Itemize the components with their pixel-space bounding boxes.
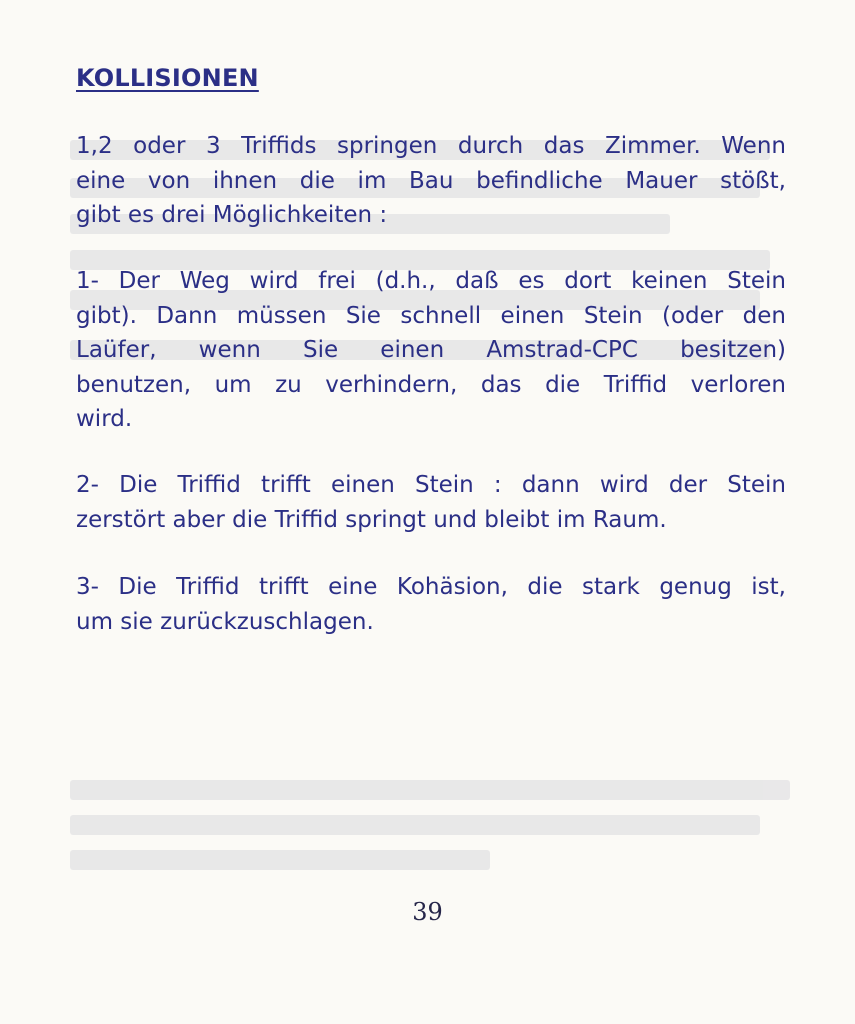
paragraph-line: 2- Die Triffid trifft einen Stein : dann wird der Stein bbox=[76, 472, 786, 498]
paragraph-line: wird. bbox=[76, 406, 133, 432]
paragraph-option-3 bbox=[76, 570, 786, 639]
paragraph-option-2 bbox=[76, 468, 786, 537]
page-number: 39 bbox=[412, 898, 443, 926]
paragraph-line: gibt). Dann müssen Sie schnell einen Stein (oder den bbox=[76, 302, 786, 329]
paragraph-option-1 bbox=[76, 264, 786, 437]
section-heading: KOLLISIONEN bbox=[76, 64, 259, 92]
paragraph-line: eine von ihnen die im Bau befindliche Mauer stößt, bbox=[76, 167, 786, 194]
paragraph-line: zerstört aber die Triffid springt und bleibt im Raum. bbox=[76, 506, 667, 533]
paragraph-intro bbox=[76, 129, 786, 233]
paragraph-line: gibt es drei Möglichkeiten : bbox=[76, 202, 388, 228]
paragraph-line: 1- Der Weg wird frei (d.h., daß es dort keinen Stein bbox=[76, 268, 786, 294]
paragraph-line: benutzen, um zu verhindern, das die Triffid verloren bbox=[76, 371, 786, 398]
paragraph-line: um sie zurückzuschlagen. bbox=[76, 608, 374, 635]
paragraph-line: 3- Die Triffid trifft eine Kohäsion, die stark genug ist, bbox=[76, 574, 786, 600]
paragraph-line: 1,2 oder 3 Triffids springen durch das Zimmer. Wenn bbox=[76, 133, 786, 159]
paragraph-line: Laüfer, wenn Sie einen Amstrad-CPC besitzen) bbox=[76, 337, 786, 363]
